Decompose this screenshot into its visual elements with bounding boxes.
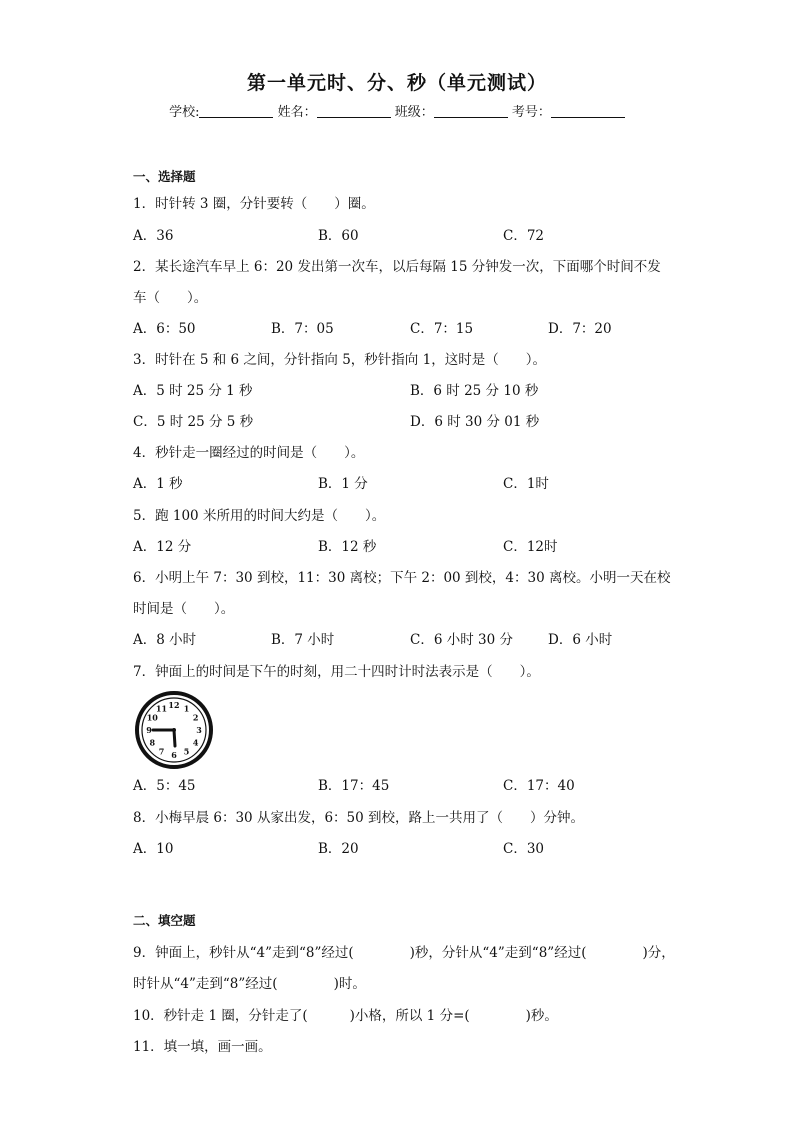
q4-option-c: C．1时: [503, 476, 549, 492]
clock-number: 5: [183, 746, 190, 757]
question-3: 3．时针在 5 和 6 之间，分针指向 5，秒针指向 1，这时是（ ）。: [133, 352, 546, 368]
q8-option-c: C．30: [503, 841, 545, 857]
question-4: 4．秒针走一圈经过的时间是（ ）。: [133, 445, 365, 461]
clock-number: 6: [171, 750, 177, 760]
class-label: 班级：: [394, 105, 434, 120]
q6-option-c: C．6 小时 30 分: [410, 632, 513, 648]
question-5: 5．跑 100 米所用的时间大约是（ ）。: [133, 508, 386, 524]
q3-option-a: A．5 时 25 分 1 秒: [133, 383, 253, 399]
q6-option-d: D．6 小时: [548, 632, 613, 648]
number-label: 考号：: [511, 105, 551, 120]
clock-number: 9: [146, 725, 152, 735]
q7-option-c: C．17：40: [503, 778, 575, 794]
question-11: 11．填一填，画一画。: [133, 1039, 272, 1055]
question-10: [133, 1004, 558, 1024]
q1-option-c: C．72: [503, 228, 545, 244]
name-label: 姓名：: [277, 105, 317, 120]
class-blank[interactable]: [434, 104, 508, 118]
clock-number: 11: [155, 703, 168, 714]
clock-number: 4: [192, 737, 199, 748]
question-9-line-1: [133, 941, 675, 961]
q6-option-a: A．8 小时: [133, 632, 197, 648]
q5-option-a: A．12 分: [133, 539, 192, 555]
question-2-line-2: 车（ ）。: [133, 290, 208, 306]
clock-face-image: [134, 690, 214, 770]
q3-option-d: D．6 时 30 分 01 秒: [410, 414, 540, 430]
q5-option-b: B．12 秒: [318, 539, 377, 555]
number-blank[interactable]: [551, 104, 625, 118]
school-label: 学校:: [169, 105, 200, 120]
school-blank[interactable]: [199, 104, 273, 118]
q4-option-a: A．1 秒: [133, 476, 183, 492]
clock-number: 1: [183, 703, 190, 714]
q6-option-b: B．7 小时: [271, 632, 335, 648]
student-info-row: [0, 101, 794, 120]
q2-option-a: A．6：50: [133, 321, 196, 337]
q4-option-b: B．1 分: [318, 476, 368, 492]
clock-number: 10: [146, 712, 158, 723]
q5-option-c: C．12时: [503, 539, 558, 555]
q3-option-c: C．5 时 25 分 5 秒: [133, 414, 254, 430]
question-8: 8．小梅早晨 6：30 从家出发，6：50 到校，路上一共用了（ ）分钟。: [133, 810, 584, 826]
question-7: 7．钟面上的时间是下午的时刻，用二十四时计时法表示是（ ）。: [133, 664, 540, 680]
clock-number: 8: [149, 737, 156, 748]
q2-option-d: D．7：20: [548, 321, 612, 337]
clock-hour-hand: [174, 730, 175, 746]
q3-option-b: B．6 时 25 分 10 秒: [410, 383, 539, 399]
question-9-line-2: [133, 972, 366, 992]
q9-text-e: )时。: [333, 976, 366, 992]
q7-option-b: B．17：45: [318, 778, 390, 794]
q2-option-c: C．7：15: [410, 321, 474, 337]
q2-option-b: B．7：05: [271, 321, 334, 337]
question-6-line-1: 6．小明上午 7：30 到校，11：30 离校；下午 2：00 到校，4：30 离校。小明一天在校: [133, 570, 671, 586]
q9-text-d: 时针从“4”走到“8”经过(: [133, 976, 278, 992]
q1-option-a: A．36: [133, 228, 174, 244]
clock-number: 12: [168, 700, 180, 710]
name-blank[interactable]: [317, 104, 391, 118]
q10-text-a: 10．秒针走 1 圈，分针走了(: [133, 1008, 308, 1024]
question-2-line-1: 2．某长途汽车早上 6：20 发出第一次车，以后每隔 15 分钟发一次，下面哪个时间不发: [133, 259, 661, 275]
section-heading-fill: 二、填空题: [133, 913, 196, 928]
q7-option-a: A．5：45: [133, 778, 196, 794]
clock-number: 2: [192, 712, 199, 723]
q9-text-c: )分，: [642, 945, 675, 961]
clock-number: 3: [196, 725, 202, 735]
question-1: 1．时针转 3 圈，分针要转（ ）圈。: [133, 196, 375, 212]
section-heading-choice: 一、选择题: [133, 169, 196, 184]
page-title: 第一单元时、分、秒（单元测试）: [246, 72, 547, 94]
q8-option-a: A．10: [133, 841, 174, 857]
clock-number: 7: [158, 746, 165, 757]
q9-text-a: 9．钟面上，秒针从“4”走到“8”经过(: [133, 945, 354, 961]
question-6-line-2: 时间是（ ）。: [133, 601, 235, 617]
q8-option-b: B．20: [318, 841, 359, 857]
clock-center: [172, 728, 176, 732]
q1-option-b: B．60: [318, 228, 359, 244]
q10-text-b: )小格，所以 1 分=(: [349, 1008, 470, 1024]
q9-text-b: )秒，分针从“4”走到“8”经过(: [409, 945, 587, 961]
q10-text-c: )秒。: [525, 1008, 558, 1024]
